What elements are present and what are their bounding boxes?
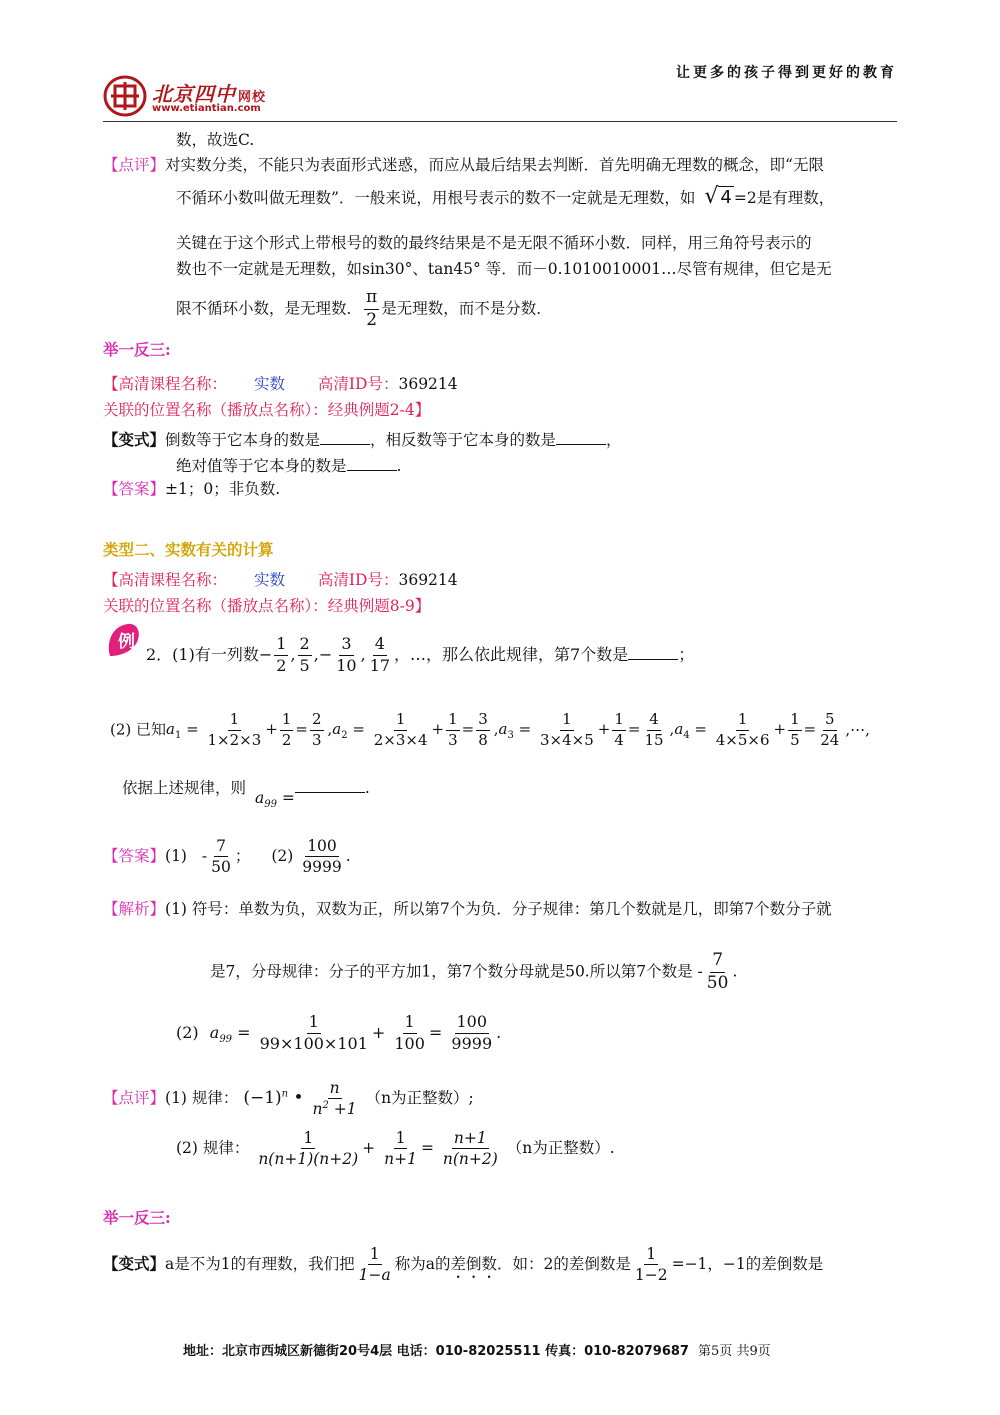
school-logo-icon bbox=[103, 74, 151, 118]
header-slogan: 让更多的孩子得到更好的教育 bbox=[676, 65, 897, 81]
variant-1: 【变式】倒数等于它本身的数是 ，相反数等于它本身的数是 ， bbox=[103, 430, 622, 449]
analysis-line2: 是7，分母规律：分子的平方加1，第7个数分母就是50.所以第7个数是 - $\frac{7}{50}$ . bbox=[210, 950, 738, 993]
sequence-fraction: $\frac{2}{5}$ bbox=[299, 634, 310, 675]
review-line-5: 限不循环小数，是无理数． $\frac{\pi}{2}$ 是无理数，而不是分数． bbox=[176, 287, 552, 330]
review2-line1: 【点评】(1) 规律： $(-1)^n$ • $\frac{n}{n^2 +1}$ （n为正整数）; bbox=[103, 1079, 474, 1119]
sequence-fraction: $\frac{4}{17}$ bbox=[369, 634, 391, 675]
sequence-term: , bbox=[290, 644, 296, 664]
sequence-term: − bbox=[258, 644, 273, 664]
header-rule bbox=[103, 121, 897, 122]
course-info-2: 【高清课程名称： 实数 高清ID号：369214 bbox=[103, 571, 458, 589]
a-term-equation: $,a_3$ = $\frac{1}{3\times 4\times 5}$ + $\frac{1}{4}$ = $\frac{4}{15}$ bbox=[493, 710, 664, 749]
course-pos-2: 关联的位置名称（播放点名称）：经典例题8-9】 bbox=[103, 597, 431, 615]
continued-line: 数，故选C. bbox=[176, 131, 255, 149]
variant-1-line2: 绝对值等于它本身的数是 . bbox=[176, 457, 402, 475]
page-footer: 地址：北京市西城区新德街20号4层 电话：010-82025511 传真：010-82079687 第5页 共9页 bbox=[183, 1344, 771, 1359]
review-paragraph: 【点评】对实数分类，不能只为表面形式迷惑，而应从最后结果去判断．首先明确无理数的概念，即“无限 bbox=[103, 156, 824, 174]
logo-name: 北京四中 网校 bbox=[152, 82, 267, 106]
review-line-2: 不循环小数叫做无理数”．一般来说，用根号表示的数不一定就是无理数，如 √ 4 =2是有理数， bbox=[176, 184, 835, 209]
juyi-heading-1: 举一反三: bbox=[103, 340, 171, 359]
a-term-equation: $a_1$ = $\frac{1}{1\times 2\times 3}$ + $\frac{1}{2}$ = $\frac{2}{3}$ bbox=[166, 710, 322, 749]
answer-2: 【答案】(1) - $\frac{7}{50}$ ； (2) $\frac{100}{9999}$ . bbox=[103, 837, 351, 877]
review-line-3: 关键在于这个形式上带根号的数的最终结果是不是无限不循环小数．同样，用三角符号表示的 bbox=[176, 234, 812, 252]
analysis-line3: (2) $a_{99}$ = $\frac{1}{99\times 100\times 101}$ + $\frac{1}{100}$ = $\frac{100}{9999}$ . bbox=[176, 1012, 502, 1053]
example-q2: (2) 已知$a_1$ = $\frac{1}{1\times 2\times 3}$ + $\frac{1}{2}$ = $\frac{2}{3}$ $,a_2$ = $\frac{1}{2\times 3\times 4}$ + $\frac{1}{3}$ = $\frac{3}{8}$ $,a_3$ = $\frac{1}{3\times 4\times 5}$ + $\frac{1}{4}$ = $\frac{4}{15}$ $,a_4$ = $\frac{1}{4\times 5\times 6}$ + $\frac{1}{5}$ = $\frac{5}{24}$ ,⋯, bbox=[110, 710, 870, 749]
variant-2: 【变式】a是不为1的有理数，我们把 $\frac{1}{1-a}$ 称为a的差倒数．如：2的差倒数是 $\frac{1}{1-2}$ =−1，−1的差倒数是 bbox=[103, 1245, 824, 1285]
logo-url: www.etiantian.com bbox=[152, 103, 261, 114]
sequence-fraction: $\frac{3}{10}$ bbox=[336, 634, 357, 675]
juyi-heading-2: 举一反三: bbox=[103, 1208, 171, 1227]
example-q1: 2．(1)有一列数− $\frac{1}{2}$ , $\frac{2}{5}$ ,− $\frac{3}{10}$ , $\frac{4}{17}$ ，…，那么依此规律，第7个数是 ； bbox=[146, 634, 695, 675]
a-term-equation: $,a_2$ = $\frac{1}{2\times 3\times 4}$ + $\frac{1}{3}$ = $\frac{3}{8}$ bbox=[327, 710, 488, 749]
a-term-equation: $,a_4$ = $\frac{1}{4\times 5\times 6}$ + $\frac{1}{5}$ = $\frac{5}{24}$ bbox=[669, 710, 840, 749]
type2-title: 类型二、实数有关的计算 bbox=[103, 540, 274, 559]
review-line-4: 数也不一定就是无理数，如sin30°、tan45° 等．而－0.1010010001…尽管有规律，但它是无 bbox=[176, 260, 832, 278]
variant-1-answer: 【答案】±1；0；非负数. bbox=[103, 480, 281, 498]
example-badge-icon bbox=[104, 620, 144, 660]
example-q2-rest: 依据上述规律，则 $a_{99}$ =. bbox=[122, 779, 370, 811]
course-info-1: 【高清课程名称： 实数 高清ID号：369214 bbox=[103, 375, 458, 393]
svg-text:例: 例 bbox=[118, 632, 135, 652]
analysis-line1: 【解析】(1) 符号：单数为负，双数为正，所以第7个为负．分子规律：第几个数就是几，即第7个数分子就 bbox=[103, 900, 832, 918]
sequence-fraction: $\frac{1}{2}$ bbox=[276, 634, 287, 675]
review2-line2: (2) 规律： $\frac{1}{n(n+1)(n+2)}$ + $\frac{1}{n+1}$ = $\frac{n+1}{n(n+2)}$ （n为正整数）. bbox=[176, 1129, 615, 1169]
course-pos-1: 关联的位置名称（播放点名称）：经典例题2-4】 bbox=[103, 401, 431, 419]
sequence-term: ,− bbox=[313, 644, 333, 664]
sequence-term: , bbox=[360, 644, 366, 664]
